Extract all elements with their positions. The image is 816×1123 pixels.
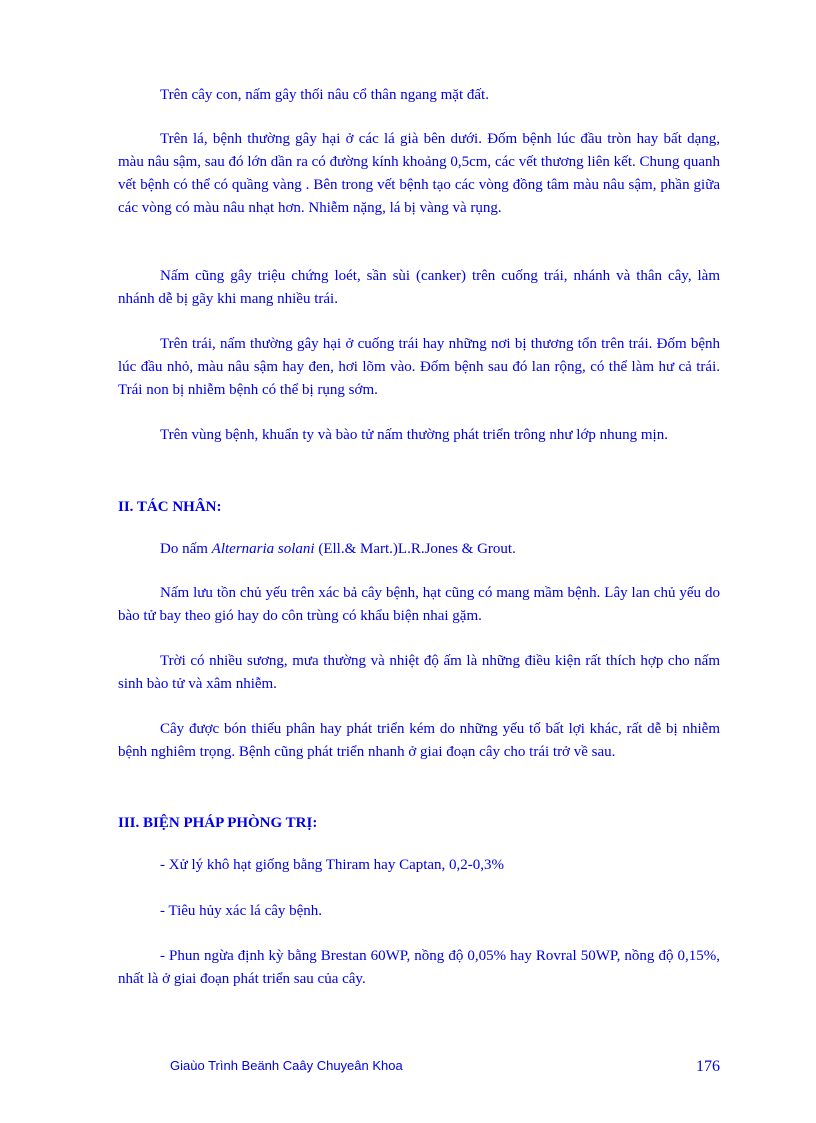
- footer-book-title: Giaùo Trình Beänh Caây Chuyeân Khoa: [170, 1058, 403, 1073]
- control-item-seed-treatment: - Xử lý khô hạt giống bằng Thiram hay Captan, 0,2-0,3%: [160, 857, 505, 873]
- paragraph-survival-spread: Nấm lưu tồn chủ yếu trên xác bả cây bệnh, hạt cũng có mang mầm bệnh. Lây lan chủ yếu do bào tử bay theo gió hay do côn trùng có khẩu biện nhai gặm.: [118, 585, 720, 624]
- paragraph-pathogen-name: [118, 538, 720, 561]
- paragraph-mycelium: Trên vùng bệnh, khuẩn ty và bào tử nấm thường phát triển trông như lớp nhung mịn.: [160, 427, 668, 443]
- paragraph-fruit-symptom: Trên trái, nấm thường gây hại ở cuống trái hay những nơi bị thương tổn trên trái. Đốm bệnh lúc đầu nhỏ, màu nâu sậm hay đen, hơi lõm vào. Đốm bệnh sau đó lan rộng, có thể làm hư cả trái. Trái non bị nhiễm bệnh có thể bị rụng sớm.: [118, 336, 720, 398]
- page-number: 176: [696, 1058, 720, 1075]
- paragraph-susceptibility: Cây được bón thiếu phân hay phát triển kém do những yếu tố bất lợi khác, rất dễ bị nhiễm bệnh nghiêm trọng. Bệnh cũng phát triển nhanh ở giai đoạn cây cho trái trở về sau.: [118, 721, 720, 760]
- control-item-spraying: - Phun ngừa định kỳ bằng Brestan 60WP, nồng độ 0,05% hay Rovral 50WP, nồng độ 0,15%, nhất là ở giai đoạn phát triển sau của cây.: [118, 948, 720, 987]
- pathogen-species: Alternaria solani: [211, 541, 315, 557]
- pathogen-authority: (Ell.& Mart.)L.R.Jones & Grout.: [318, 541, 516, 557]
- paragraph-seedling-symptom: Trên cây con, nấm gây thối nâu cổ thân ngang mặt đất.: [160, 87, 489, 103]
- paragraph-canker-symptom: Nấm cũng gây triệu chứng loét, sần sùi (canker) trên cuống trái, nhánh và thân cây, làm nhánh dễ bị gãy khi mang nhiều trái.: [118, 268, 720, 307]
- paragraph-leaf-symptom: Trên lá, bệnh thường gây hại ở các lá già bên dưới. Đốm bệnh lúc đầu tròn hay bất dạng, màu nâu sậm, sau đó lớn dần ra có đường kính khoảng 0,5cm, các vết thương liên kết. Chung quanh vết bệnh có thể có quầng vàng . Bên trong vết bệnh tạo các vòng đồng tâm màu nâu sậm, phần giữa các vòng có màu nâu nhạt hơn. Nhiễm nặng, lá bị vàng và rụng.: [118, 131, 720, 216]
- section-heading-agent: II. TÁC NHÂN:: [118, 499, 222, 515]
- section-heading-control: III. BIỆN PHÁP PHÒNG TRỊ:: [118, 815, 318, 831]
- control-item-destroy-leaves: - Tiêu hủy xác lá cây bệnh.: [160, 903, 323, 919]
- pathogen-prefix: Do nấm: [160, 541, 208, 557]
- paragraph-conditions: Trời có nhiều sương, mưa thường và nhiệt độ ấm là những điều kiện rất thích hợp cho nấm sinh bào tử và xâm nhiễm.: [118, 653, 720, 692]
